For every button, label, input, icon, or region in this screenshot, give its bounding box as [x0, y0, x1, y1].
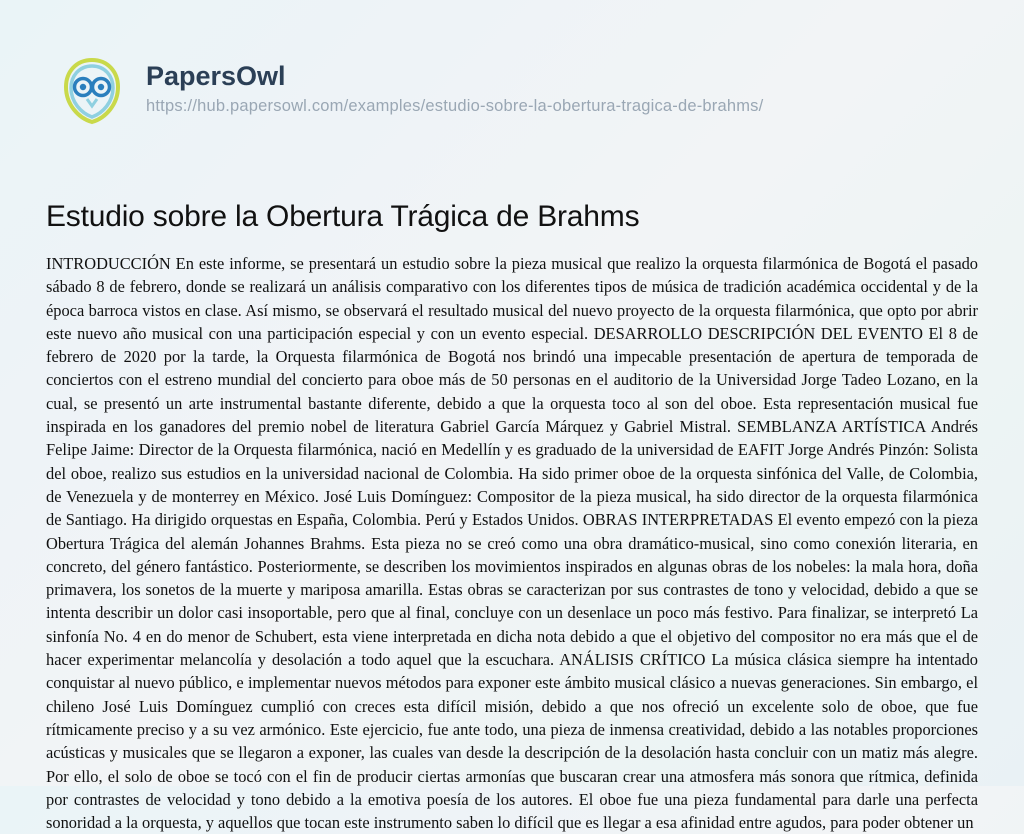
source-url[interactable]: https://hub.papersowl.com/examples/estudio-sobre-la-obertura-tragica-de-brahms/ [146, 96, 764, 115]
brand-name: PapersOwl [146, 61, 286, 91]
brand-block [146, 52, 763, 116]
document-body-text: INTRODUCCIÓN En este informe, se presentará un estudio sobre la pieza musical que realizo la orquesta filarmónica de Bogotá el pasado sábado 8 de febrero, donde se realizará un análisis comparativo con los diferentes tipos de música de tradición académica occidental y de la época barroca vistos en clase. Así mismo, se observará el resultado musical del nuevo proyecto de la orquesta filarmónica, que opto por abrir este nuevo año musical con una participación especial y con un evento especial. DESARROLLO DESCRIPCIÓN DEL EVENTO El 8 de febrero de 2020 por la tarde, la Orquesta filarmónica de Bogotá nos brindó una impecable presentación de apertura de temporada de conciertos con el estreno mundial del concierto para oboe más de 50 personas en el auditorio de la Universidad Jorge Tadeo Lozano, en la cual, se presentó un arte instrumental bastante diferente, debido a que la orquesta toco al son del oboe. Esta representación musical fue inspirada en los ganadores del premio nobel de literatura Gabriel García Márquez y Gabriel Mistral. SEMBLANZA ARTÍSTICA Andrés Felipe Jaime: Director de la Orquesta filarmónica, nació en Medellín y es graduado de la universidad de EAFIT Jorge Andrés Pinzón: Solista del oboe, realizo sus estudios en la universidad nacional de Colombia. Ha sido primer oboe de la orquesta sinfónica del Valle, de Colombia, de Venezuela y de monterrey en México. José Luis Domínguez: Compositor de la pieza musical, ha sido director de la orquesta filarmónica de Santiago. Ha dirigido orquestas en España, Colombia. Perú y Estados Unidos. OBRAS INTERPRETADAS El evento empezó con la pieza Obertura Trágica del alemán Johannes Brahms. Esta pieza no se creó como una obra dramático-musical, sino como conexión literaria, en concreto, del género fantástico. Posteriormente, se describen los movimientos inspirados en algunas obras de los nobeles: la mala hora, doña primavera, los sonetos de la muerte y mariposa amarilla. Estas obras se caracterizan por sus contrastes de tono y velocidad, debido a que se intenta describir un dolor casi insoportable, pero que al final, concluye con un desenlace un poco más festivo. Para finalizar, se interpretó La sinfonía No. 4 en do menor de Schubert, esta viene interpretada en dicha nota debido a que el objetivo del compositor no era más que el de hacer experimentar melancolía y desolación a todo aquel que la escuchara. ANÁLISIS CRÍTICO La música clásica siempre ha intentado conquistar al nuevo público, e implementar nuevos métodos para exponer este ámbito musical clásico a nuevas generaciones. Sin embargo, el chileno José Luis Domínguez cumplió con creces esta difícil misión, debido a que nos ofreció un excelente solo de oboe, que fue rítmicamente preciso y a su vez armónico. Este ejercicio, fue ante todo, una pieza de inmensa creatividad, debido a las notables proporciones acústicas y musicales que se llegaron a exponer, las cuales van desde la descripción de la desolación hasta concluir con un matiz más alegre. Por ello, el solo de oboe se tocó con el fin de producir ciertas armonías que buscaran crear una atmosfera más sonora que rítmica, definida por contrastes de velocidad y tono debido a la emotiva poesía de los autores. El oboe fue una pieza fundamental para darle una perfecta sonoridad a la orquesta, y aquellos que tocan este instrumento saben lo difícil que es llegar a esa afinidad entre agudos, para poder obtener un [46, 254, 978, 833]
page-title: Estudio sobre la Obertura Trágica de Brahms [46, 200, 640, 233]
site-header [44, 52, 980, 138]
owl-logo-icon [56, 54, 128, 126]
